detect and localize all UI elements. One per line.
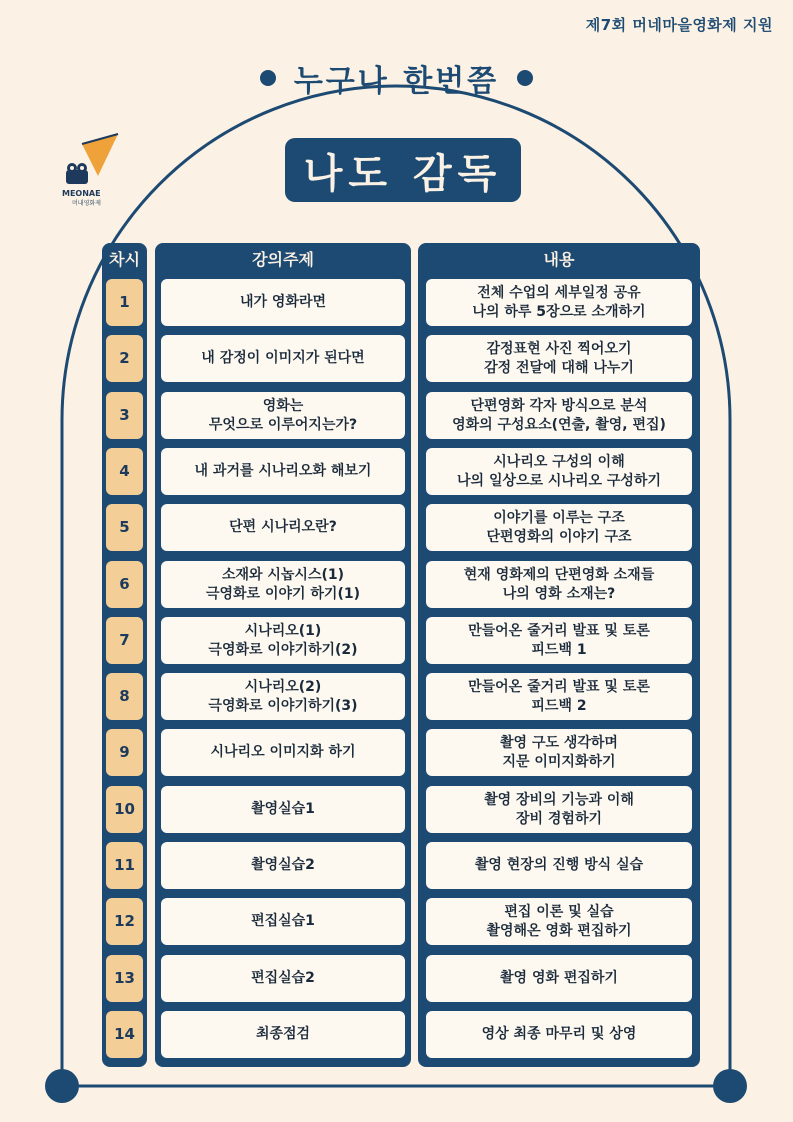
content-cell: 촬영 영화 편집하기	[426, 955, 692, 1002]
logo-text: MEONAE	[62, 189, 101, 198]
topic-cell: 내가 영화라면	[161, 279, 405, 326]
content-cell: 감정표현 사진 찍어오기 감정 전달에 대해 나누기	[426, 335, 692, 382]
topic-cell: 시나리오 이미지화 하기	[161, 729, 405, 776]
session-number-cell: 3	[106, 392, 143, 439]
content-cell: 현재 영화제의 단편영화 소재들 나의 영화 소재는?	[426, 561, 692, 608]
content-cell: 촬영 현장의 진행 방식 실습	[426, 842, 692, 889]
content-cell: 영상 최종 마무리 및 상영	[426, 1011, 692, 1058]
topic-cell: 소재와 시놉시스(1) 극영화로 이야기 하기(1)	[161, 561, 405, 608]
session-number-cell: 6	[106, 561, 143, 608]
logo-caption: 머내영화제	[72, 200, 101, 207]
topic-header: 강의주제	[252, 249, 314, 269]
session-number-cell: 13	[106, 955, 143, 1002]
page-title: 나도 감독	[285, 138, 521, 202]
topic-cell: 시나리오(2) 극영화로 이야기하기(3)	[161, 673, 405, 720]
festival-logo	[58, 132, 122, 208]
session-number-cell: 4	[106, 448, 143, 495]
subtitle-text: 누구나 한번쯤	[293, 64, 500, 99]
topic-cell: 시나리오(1) 극영화로 이야기하기(2)	[161, 617, 405, 664]
content-cell: 시나리오 구성의 이해 나의 일상으로 시나리오 구성하기	[426, 448, 692, 495]
topic-cell: 촬영실습1	[161, 786, 405, 833]
topic-cell: 단편 시나리오란?	[161, 504, 405, 551]
content-cell: 만들어온 줄거리 발표 및 토론 피드백 1	[426, 617, 692, 664]
session-number-cell: 10	[106, 786, 143, 833]
session-number-cell: 14	[106, 1011, 143, 1058]
content-cell: 전체 수업의 세부일정 공유 나의 하루 5장으로 소개하기	[426, 279, 692, 326]
left-dot-decoration	[260, 70, 276, 86]
session-number-cell: 12	[106, 898, 143, 945]
topic-cell: 촬영실습2	[161, 842, 405, 889]
topic-cell: 편집실습2	[161, 955, 405, 1002]
content-header: 내용	[543, 249, 575, 269]
content-cell: 단편영화 각자 방식으로 분석 영화의 구성요소(연출, 촬영, 편집)	[426, 392, 692, 439]
session-number-cell: 11	[106, 842, 143, 889]
subtitle	[266, 56, 527, 100]
content-cell: 촬영 장비의 기능과 이해 장비 경험하기	[426, 786, 692, 833]
session-number-cell: 5	[106, 504, 143, 551]
topic-column	[155, 243, 411, 1067]
topic-cell: 내 감정이 이미지가 된다면	[161, 335, 405, 382]
topic-cell: 편집실습1	[161, 898, 405, 945]
content-cell: 촬영 구도 생각하며 지문 이미지화하기	[426, 729, 692, 776]
content-column	[418, 243, 700, 1067]
content-cell: 편집 이론 및 실습 촬영해온 영화 편집하기	[426, 898, 692, 945]
session-header: 차시	[109, 249, 140, 269]
right-dot-decoration	[517, 70, 533, 86]
session-number-cell: 8	[106, 673, 143, 720]
session-number-cell: 2	[106, 335, 143, 382]
topic-cell: 내 과거를 시나리오화 해보기	[161, 448, 405, 495]
session-number-cell: 7	[106, 617, 143, 664]
session-number-cell: 1	[106, 279, 143, 326]
topic-cell: 영화는 무엇으로 이루어지는가?	[161, 392, 405, 439]
session-column	[102, 243, 147, 1067]
sponsor-label: 제7회 머네마을영화제 지원	[585, 16, 773, 34]
content-cell: 만들어온 줄거리 발표 및 토론 피드백 2	[426, 673, 692, 720]
session-number-cell: 9	[106, 729, 143, 776]
content-cell: 이야기를 이루는 구조 단편영화의 이야기 구조	[426, 504, 692, 551]
topic-cell: 최종점검	[161, 1011, 405, 1058]
